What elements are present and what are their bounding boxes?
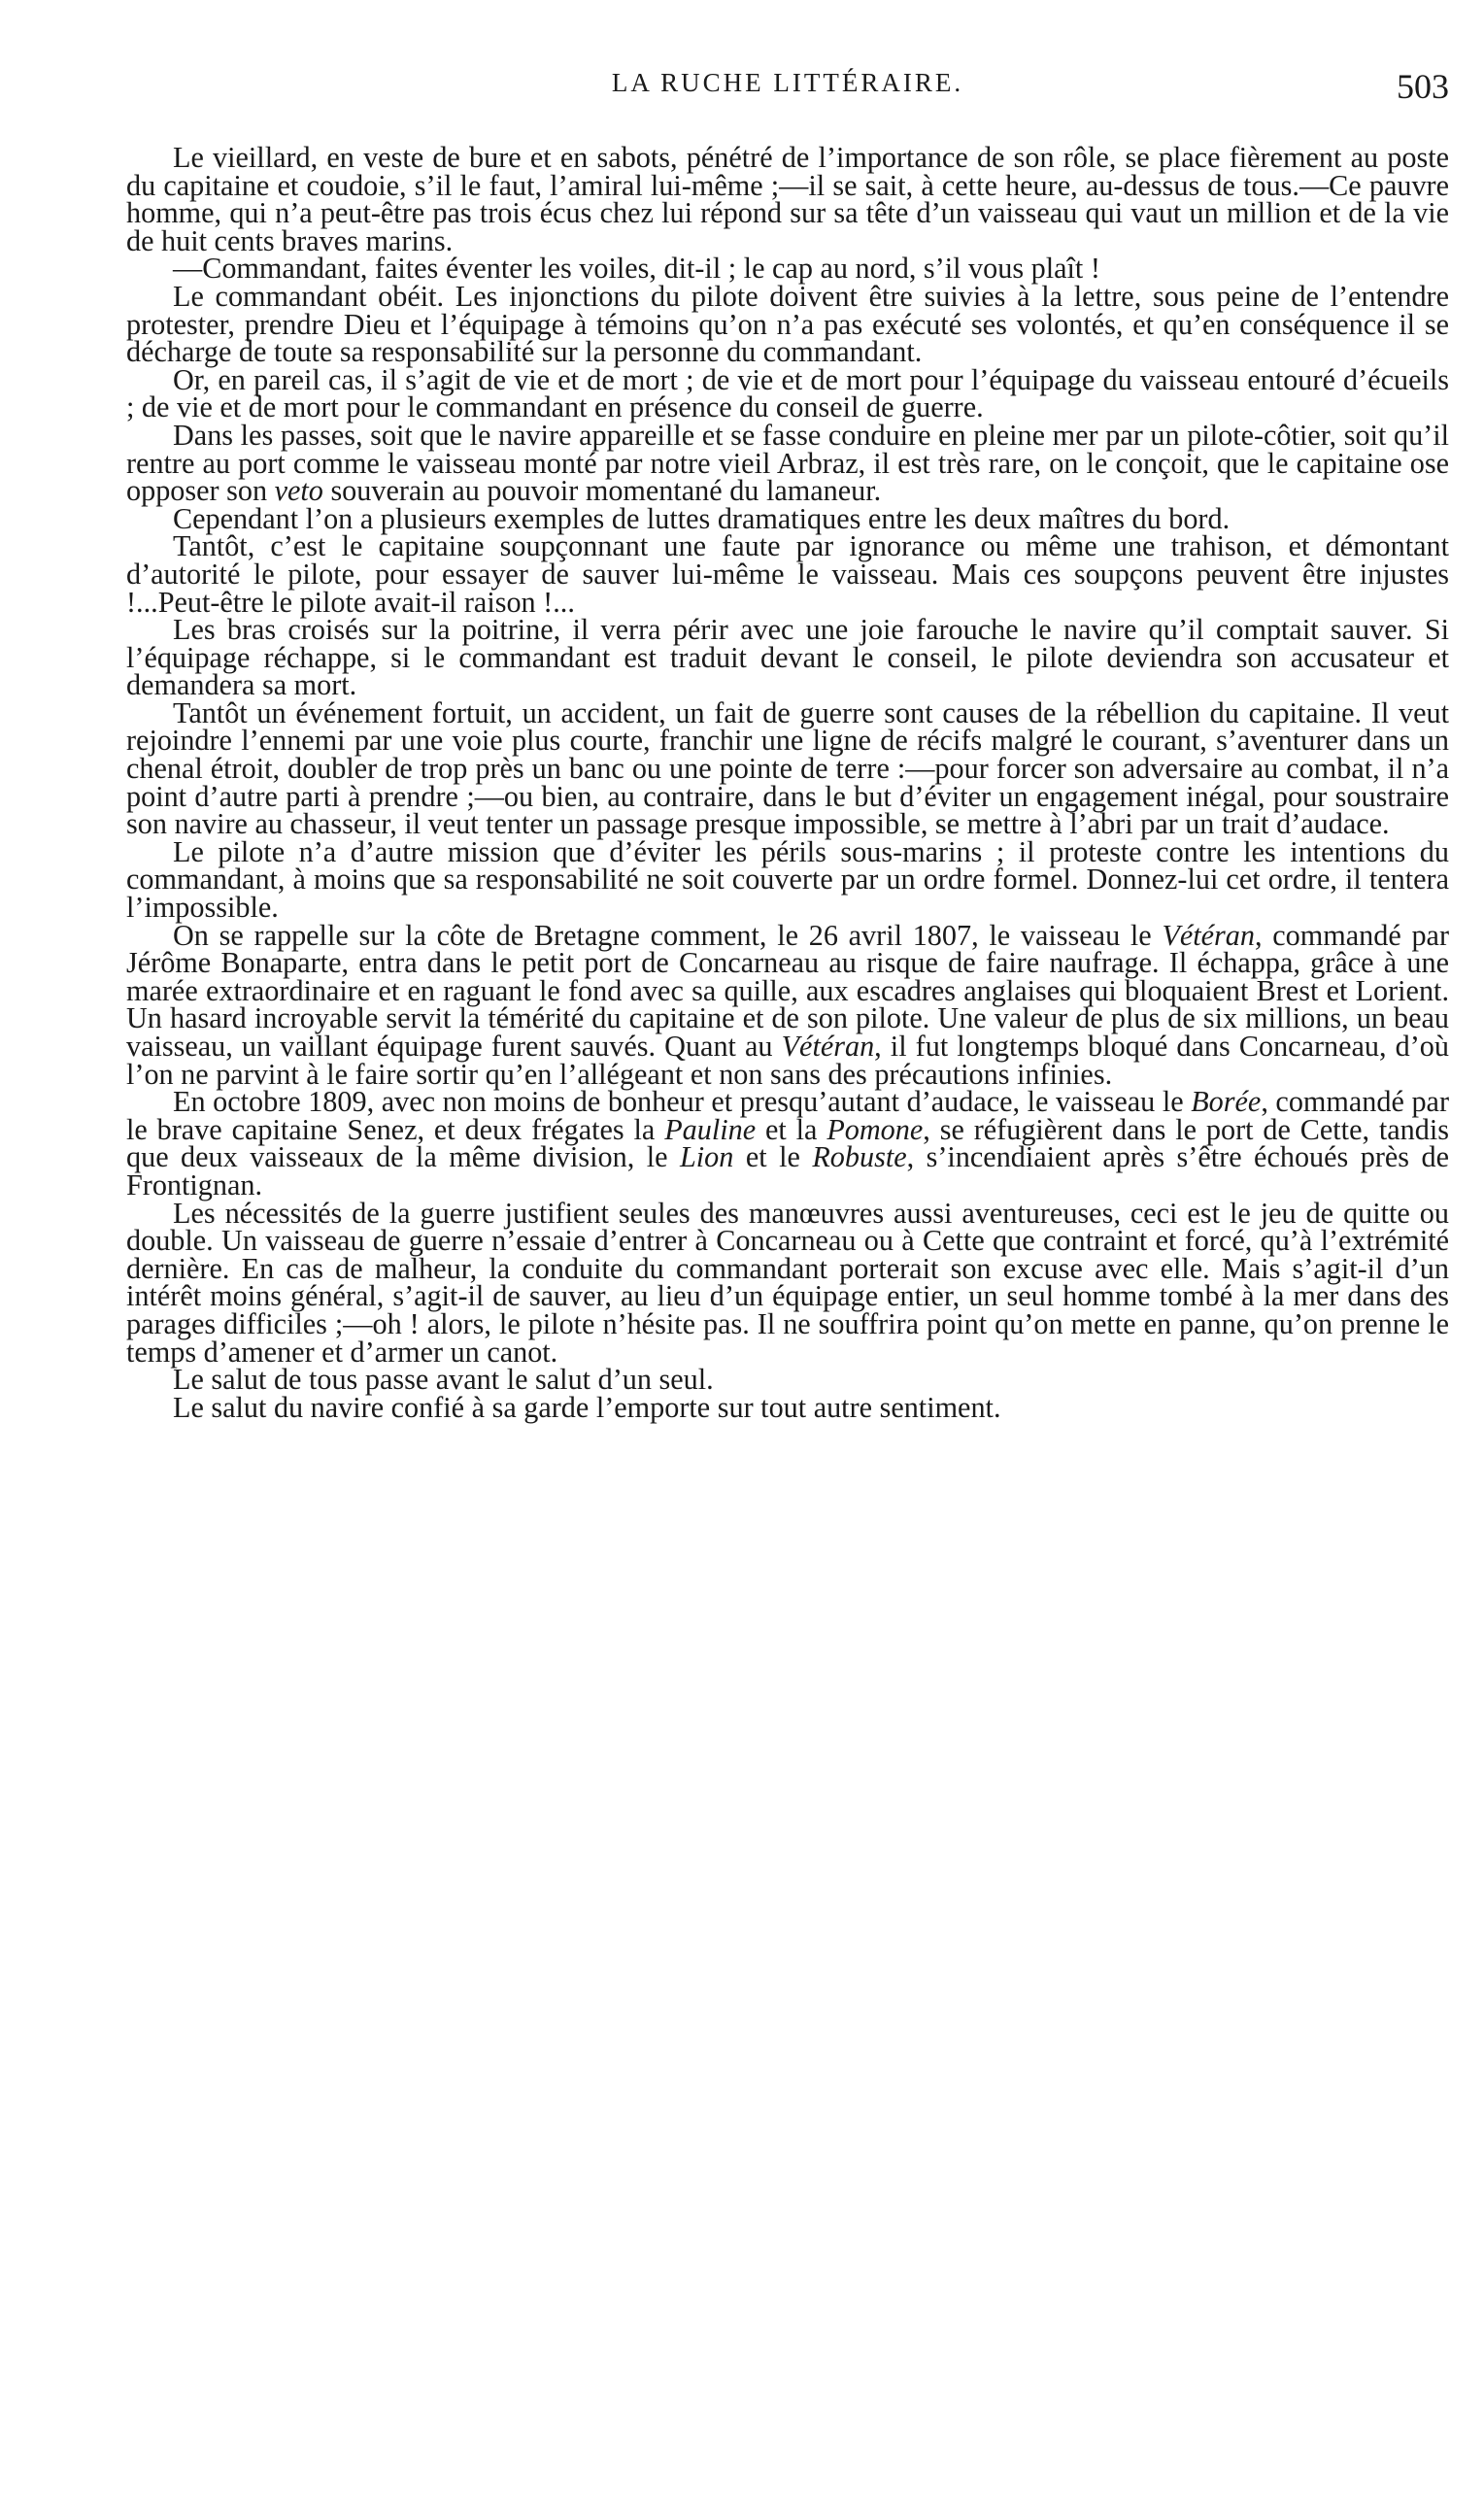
text-run: Le salut de tous passe avant le salut d’un seul.	[173, 1363, 714, 1397]
text-run: On se rappelle sur la côte de Bretagne comment, le 26 avril 1807, le vaisseau le	[173, 918, 1163, 952]
paragraph	[126, 529, 1449, 619]
paragraph	[126, 613, 1449, 702]
text-run: —Commandant, faites éventer les voiles, dit-il ; le cap au nord, s’il vous plaît !	[173, 252, 1100, 286]
text-run: et le	[733, 1140, 813, 1174]
text-run: Cependant l’on a plusieurs exemples de luttes dramatiques entre les deux maîtres du bord.	[173, 501, 1231, 535]
paragraph	[126, 1196, 1449, 1369]
text-run: Le pilote n’a d’autre mission que d’éviter les périls sous-marins ; il proteste contre les intentions du commandant, à moins que sa responsabilité ne soit couverte par un ordre formel. Donnez-lui cet ordre, il tentera l’impossible.	[126, 834, 1449, 925]
text-run: Le salut du navire confié à sa garde l’emporte sur tout autre sentiment.	[173, 1390, 1001, 1424]
text-run: En octobre 1809, avec non moins de bonheur et presqu’autant d’audace, le vaisseau le	[173, 1085, 1192, 1119]
italic-text: Vétéran	[1162, 918, 1255, 952]
text-run: Dans les passes, soit que le navire appareille et se fasse conduire en pleine mer par un pilote-côtier, soit qu’il rentre au port comme le vaisseau monté par notre vieil Arbraz, il est très rare, on le conçoit, que le capitaine ose opposer son	[126, 418, 1449, 508]
italic-text: Pomone	[826, 1112, 924, 1146]
page-header	[126, 66, 1449, 115]
text-run: , il fut longtemps bloqué dans Concarneau, d’où l’on ne parvint à le faire sortir qu’en l’allégeant et non sans des précautions infinies.	[126, 1030, 1449, 1091]
text-run: Tantôt, c’est le capitaine soupçonnant une faute par ignorance ou même une trahison, et démontant d’autorité le pilote, pour essayer de sauver lui-même le vaisseau. Mais ces soupçons peuvent être injustes !...Peut-être le pilote avait-il raison !...	[126, 529, 1449, 619]
text-run: et la	[756, 1112, 827, 1146]
text-run: , commandé par Jérôme Bonaparte, entra dans le petit port de Concarneau au risque de faire naufrage. Il échappa, grâce à une marée extraordinaire et en raguant le fond avec sa quille, aux escadres anglaises qui bloquaient Brest et Lorient. Un hasard incroyable servit la témérité du capitaine et de son pilote. Une valeur de plus de six millions, un beau vaisseau, un vaillant équipage furent sauvés. Quant au	[126, 918, 1450, 1063]
italic-text: Robuste	[812, 1140, 907, 1174]
paragraph	[126, 362, 1449, 424]
paragraph	[126, 501, 1449, 535]
italic-text: Pauline	[664, 1112, 757, 1146]
text-run: Tantôt un événement fortuit, un accident, un fait de guerre sont causes de la rébellion du capitaine. Il veut rejoindre l’ennemi par une voie plus courte, franchir une ligne de récifs malgré le courant, s’aventurer dans un chenal étroit, doubler de trop près un banc ou une pointe de terre :—pour forcer son adversaire au combat, il n’a point d’autre parti à prendre ;—ou bien, au contraire, dans le but d’éviter un engagement inégal, pour soustraire son navire au chasseur, il veut tenter un passage presque impossible, se mettre à l’abri par un trait d’audace.	[126, 695, 1449, 841]
paragraph	[126, 418, 1449, 508]
italic-text: Borée	[1191, 1085, 1262, 1119]
text-run: Les bras croisés sur la poitrine, il verra périr avec une joie farouche le navire qu’il comptait sauver. Si l’équipage réchappe, si le commandant est traduit devant le conseil, le pilote deviendra son accusateur et demandera sa mort.	[126, 613, 1449, 702]
italic-text: Lion	[680, 1140, 734, 1174]
text-run: Le vieillard, en veste de bure et en sabots, pénétré de l’importance de son rôle, se place fièrement au poste du capitaine et coudoie, s’il le faut, l’amiral lui-même ;—il se sait, à cette heure, au-dessus de tous.—Ce pauvre homme, qui n’a peut-être pas trois écus chez lui répond sur sa tête d’un vaisseau qui vaut un million et de la vie de huit cents braves marins.	[126, 141, 1449, 257]
paragraph	[126, 1363, 1449, 1397]
italic-text: veto	[274, 474, 323, 508]
text-run: Le commandant obéit. Les injonctions du pilote doivent être suivies à la lettre, sous peine de l’entendre protester, prendre Dieu et l’équipage à témoins qu’on n’a pas exécuté ses volontés, et qu’en conséquence il se décharge de toute sa responsabilité sur la personne du commandant.	[126, 279, 1449, 369]
paragraph	[126, 834, 1449, 925]
text-run: Or, en pareil cas, il s’agit de vie et de mort ; de vie et de mort pour l’équipage du vaisseau entouré d’écueils ; de vie et de mort pour le commandant en présence du conseil de guerre.	[126, 362, 1449, 424]
paragraph	[126, 695, 1449, 841]
paragraph	[126, 1085, 1450, 1201]
italic-text: Vétéran	[781, 1030, 875, 1063]
text-run: Les nécessités de la guerre justifient seules des manœuvres aussi aventureuses, ceci est le jeu de quitte ou double. Un vaisseau de guerre n’essaie d’entrer à Concarneau ou à Cette que contraint et forcé, qu’à l’extrémité dernière. En cas de malheur, la conduite du commandant porterait son excuse avec elle. Mais s’agit-il d’un intérêt moins général, s’agit-il de sauver, au lieu d’un équipage entier, un seul homme tombé à la mer dans des parages difficiles ;—oh ! alors, le pilote n’hésite pas. Il ne souffrira point qu’on mette en panne, qu’on prenne le temps d’amener et d’armer un canot.	[126, 1196, 1449, 1369]
paragraph	[126, 252, 1449, 286]
paragraph	[126, 279, 1449, 369]
text-run: , commandé par le brave capitaine Senez, et deux frégates la	[126, 1085, 1449, 1146]
paragraph	[126, 1390, 1449, 1424]
text-run: , s’incendiaient après s’être échoués près de Frontignan.	[126, 1140, 1449, 1201]
text-run: souverain au pouvoir momentané du lamaneur.	[322, 474, 882, 508]
paragraph	[126, 918, 1450, 1091]
body-text	[126, 141, 1450, 1424]
paragraph	[126, 141, 1449, 257]
page-number: 503	[1397, 67, 1449, 106]
running-title: LA RUCHE LITTÉRAIRE.	[611, 68, 964, 97]
text-run: , se réfugièrent dans le port de Cette, tandis que deux vaisseaux de la même division, le	[126, 1112, 1450, 1174]
